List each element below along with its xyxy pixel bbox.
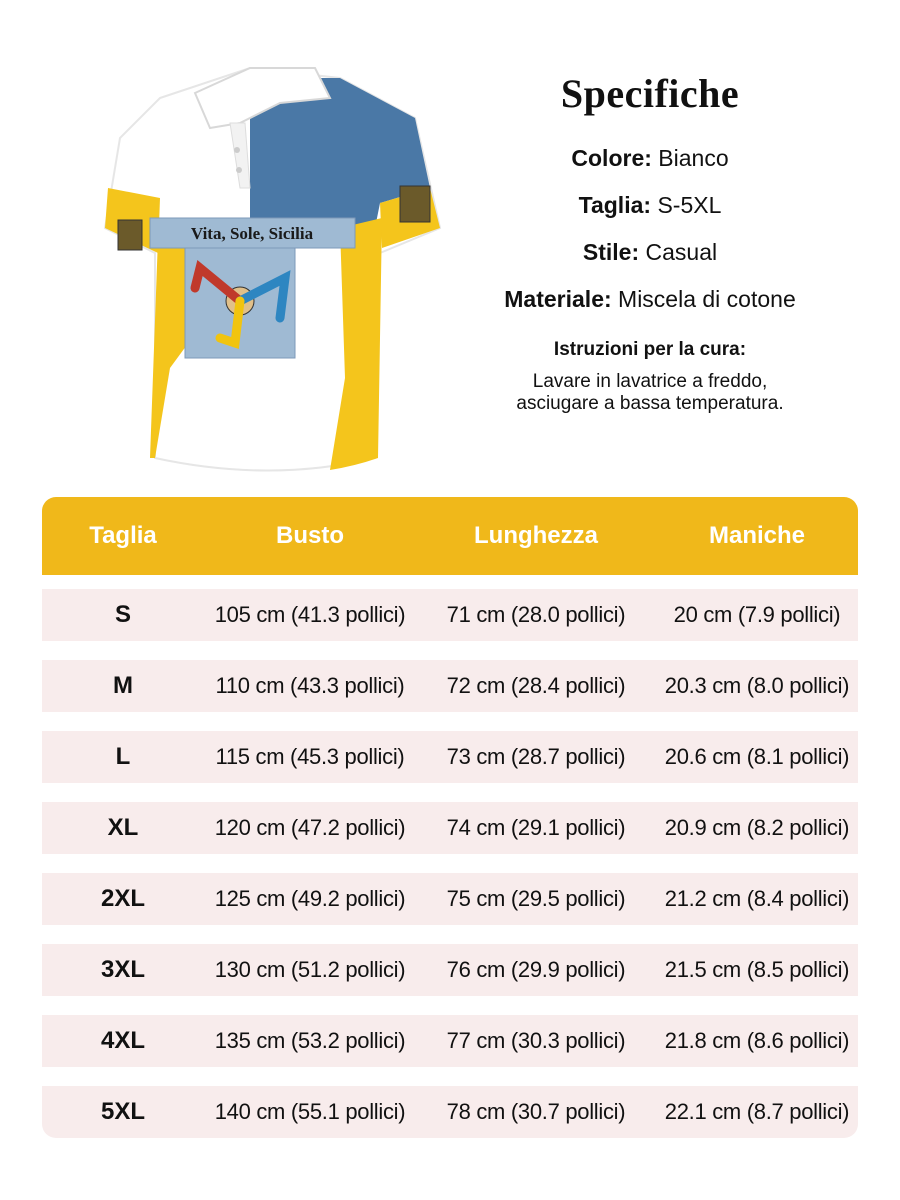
cell-sleeve: 20 cm (7.9 pollici)	[673, 602, 841, 627]
cell-length: 77 cm (30.3 pollici)	[446, 1028, 626, 1053]
cell-length: 73 cm (28.7 pollici)	[446, 744, 626, 769]
cell-chest: 140 cm (55.1 pollici)	[214, 1099, 406, 1124]
cell-length: 71 cm (28.0 pollici)	[446, 602, 626, 627]
shirt-print-text: Vita, Sole, Sicilia	[190, 224, 314, 243]
table-row	[42, 589, 858, 641]
care-line: asciugare a bassa temperatura.	[516, 393, 784, 414]
cell-length: 75 cm (29.5 pollici)	[446, 886, 626, 911]
table-row	[42, 1015, 858, 1067]
cell-length: 78 cm (30.7 pollici)	[446, 1099, 626, 1124]
cell-size: XL	[107, 814, 139, 841]
table-row	[42, 944, 858, 996]
cell-length: 72 cm (28.4 pollici)	[446, 673, 626, 698]
table-row	[42, 802, 858, 854]
cell-size: 4XL	[100, 1027, 145, 1054]
cell-sleeve: 21.2 cm (8.4 pollici)	[664, 886, 850, 911]
cell-chest: 130 cm (51.2 pollici)	[214, 957, 406, 982]
cell-sleeve: 22.1 cm (8.7 pollici)	[664, 1099, 850, 1124]
cell-chest: 135 cm (53.2 pollici)	[214, 1028, 406, 1053]
spec-value: Miscela di cotone	[618, 286, 796, 312]
care-instructions-text	[460, 371, 840, 415]
cell-sleeve: 21.8 cm (8.6 pollici)	[664, 1028, 850, 1053]
cell-size: 5XL	[100, 1098, 145, 1125]
header-chest: Busto	[276, 522, 344, 549]
specs-title: Specifiche	[560, 71, 740, 116]
care-instructions-title: Istruzioni per la cura:	[553, 339, 747, 360]
header-size: Taglia	[89, 522, 157, 549]
spec-size	[460, 182, 840, 229]
table-body	[42, 589, 858, 1138]
cell-sleeve: 20.9 cm (8.2 pollici)	[664, 815, 850, 840]
cell-chest: 115 cm (45.3 pollici)	[215, 744, 405, 769]
spec-label: Stile:	[582, 239, 640, 265]
cell-length: 74 cm (29.1 pollici)	[446, 815, 626, 840]
spec-label: Colore:	[571, 145, 652, 171]
cell-chest: 105 cm (41.3 pollici)	[214, 602, 406, 627]
cell-sleeve: 20.3 cm (8.0 pollici)	[664, 673, 850, 698]
table-row	[42, 731, 858, 783]
cell-size: 2XL	[100, 885, 145, 912]
product-image	[100, 38, 445, 478]
spec-value: Bianco	[658, 145, 729, 171]
size-chart-table	[42, 497, 858, 1138]
polo-shirt-illustration	[100, 38, 445, 478]
spec-value: Casual	[645, 239, 718, 265]
spec-value: S-5XL	[657, 192, 722, 218]
spec-material	[460, 276, 840, 323]
spec-style	[460, 229, 840, 276]
cell-length: 76 cm (29.9 pollici)	[446, 957, 626, 982]
cell-chest: 120 cm (47.2 pollici)	[214, 815, 406, 840]
specifications-panel	[460, 70, 840, 415]
table-header	[42, 497, 858, 575]
cell-chest: 125 cm (49.2 pollici)	[214, 886, 406, 911]
table-row	[42, 873, 858, 925]
cell-sleeve: 21.5 cm (8.5 pollici)	[664, 957, 850, 982]
spec-color	[460, 135, 840, 182]
cell-size: L	[115, 743, 131, 770]
spec-label: Taglia:	[578, 192, 652, 218]
cell-size: S	[114, 601, 131, 628]
spec-label: Materiale:	[504, 286, 612, 312]
table-row	[42, 660, 858, 712]
header-length: Lunghezza	[474, 522, 598, 549]
cell-sleeve: 20.6 cm (8.1 pollici)	[664, 744, 850, 769]
cell-size: M	[113, 672, 133, 699]
table-row	[42, 1086, 858, 1138]
cell-size: 3XL	[100, 956, 145, 983]
cell-chest: 110 cm (43.3 pollici)	[215, 673, 405, 698]
header-sleeve: Maniche	[708, 522, 806, 549]
care-line: Lavare in lavatrice a freddo,	[532, 371, 768, 392]
